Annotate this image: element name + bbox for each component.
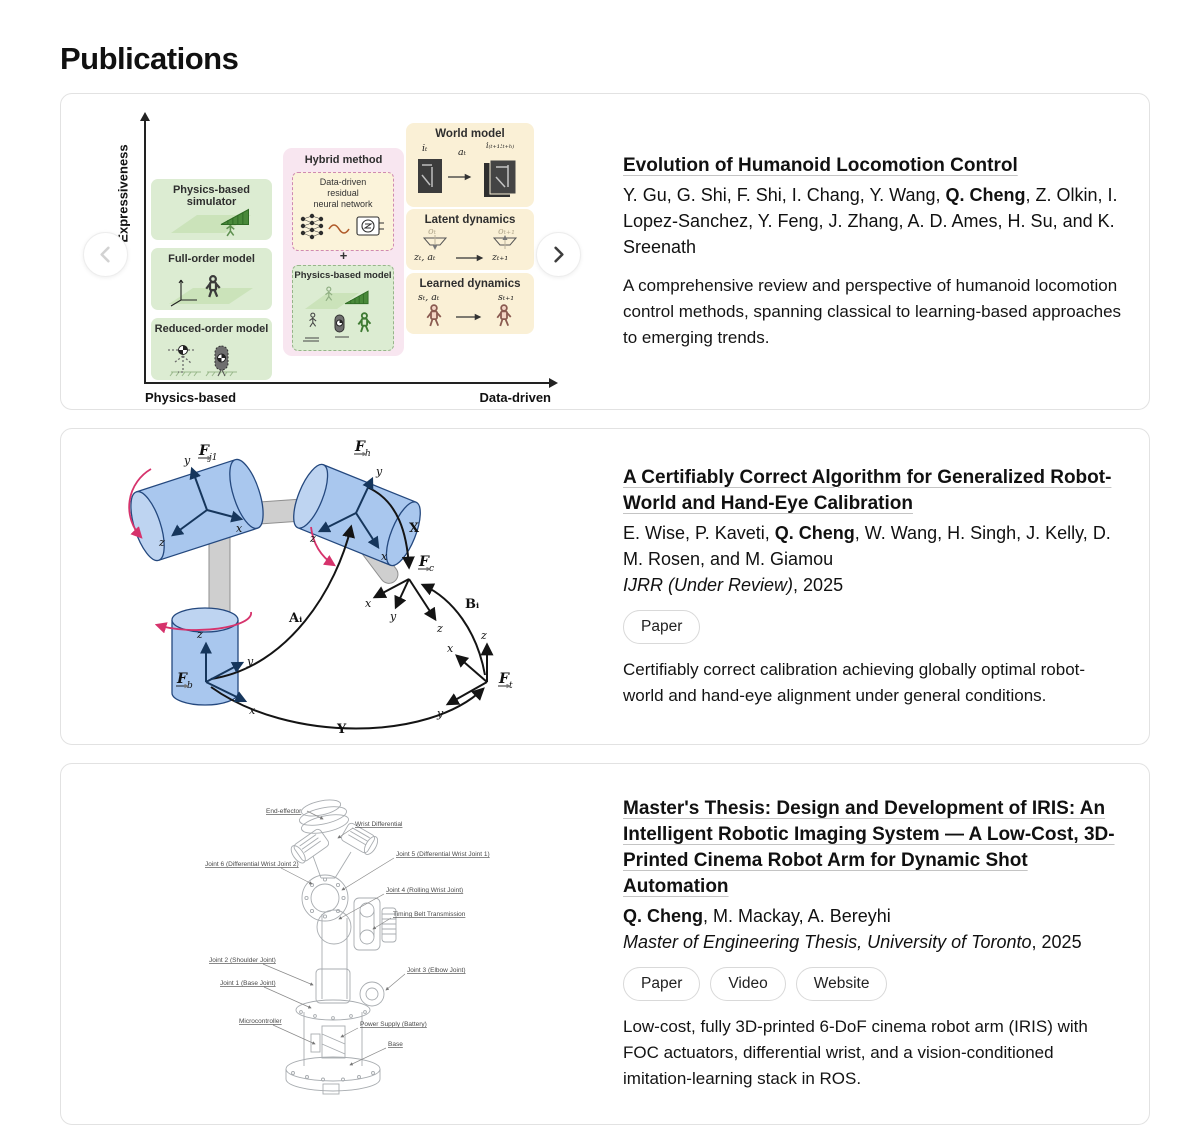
page-title: Publications [60, 40, 239, 76]
plus-sign: + [339, 248, 348, 263]
nn-label-line: neural network [313, 199, 373, 209]
venue-year: , 2025 [793, 574, 844, 595]
box-world-model [406, 123, 534, 207]
publication-title-link[interactable]: A Certifiably Correct Algorithm for Generalized Robot-World and Hand-Eye Calibration [623, 466, 1112, 514]
publication-description: Certifiably correct calibration achieving globally optimal robot-world and hand-eye alignment under general conditions. [623, 659, 1086, 705]
carousel-next-button[interactable] [536, 232, 581, 277]
svg-text:Joint 4 (Rolling Wrist Joint): Joint 4 (Rolling Wrist Joint) [386, 887, 464, 894]
svg-text:z: z [437, 622, 443, 635]
x-axis-arrow-icon [549, 378, 563, 388]
nn-label-line: Data-driven [319, 177, 367, 187]
learned-robots-art [414, 303, 526, 331]
box-physics-based-simulator [151, 179, 272, 240]
svg-text:F: F [499, 671, 509, 687]
svg-text:y: y [376, 465, 383, 478]
box-physics-based-model [292, 265, 394, 351]
svg-text:z: z [481, 629, 487, 642]
authors-post: , W. Wang, H. Singh, J. Kelly, D. M. Rosen, and M. Giamou [623, 522, 1111, 569]
publication-links [623, 967, 1123, 1001]
math-z-t: zₜ, aₜ [414, 252, 436, 263]
latent-funnels-art [416, 235, 524, 251]
physics-model-art [297, 281, 389, 343]
box-title: Learned dynamics [419, 278, 521, 290]
y-axis-arrow-icon [140, 107, 150, 121]
chevron-left-icon [84, 232, 127, 277]
simulator-art [163, 199, 260, 237]
svg-text:Joint 3 (Elbow Joint): Joint 3 (Elbow Joint) [407, 967, 466, 974]
video-link-button[interactable]: Video [710, 967, 785, 1001]
publication-card [60, 428, 1150, 745]
svg-text:Timing Belt Transmission: Timing Belt Transmission [393, 911, 466, 918]
publication-authors [623, 520, 1123, 572]
nn-label-line: residual [327, 188, 359, 198]
authors-highlight: Q. Cheng [623, 906, 703, 926]
x-axis-label-right: Data-driven [479, 390, 551, 405]
math-z-t1: zₜ₊₁ [492, 252, 509, 263]
publication-info [623, 465, 1123, 709]
svg-text:x: x [249, 704, 256, 717]
publication-title-link[interactable]: Evolution of Humanoid Locomotion Control [623, 154, 1018, 176]
svg-text:Wrist Differential: Wrist Differential [355, 821, 403, 828]
authors-post: , Z. Olkin, I. Lopez-Sanchez, Y. Feng, J. Zhang, A. D. Ames, H. Su, and K. Sreenath [623, 184, 1118, 257]
venue-year: , 2025 [1031, 932, 1082, 952]
venue-name: IJRR (Under Review) [623, 574, 794, 595]
reduced-order-art [163, 338, 260, 378]
publication-description: Low-cost, fully 3D-printed 6-DoF cinema robot arm (IRIS) with FOC actuators, differential wrist, and a vision-conditioned imitation-learning stack in ROS. [623, 1017, 1088, 1088]
svg-text:End-effector: End-effector [266, 808, 302, 815]
box-full-order-model [151, 248, 272, 310]
box-learned-dynamics [406, 273, 534, 334]
publication-info [623, 153, 1123, 351]
nn-motor-art [297, 211, 389, 241]
box-title: Full-order model [168, 253, 255, 265]
svg-text:x: x [447, 642, 454, 655]
chevron-right-icon [537, 232, 580, 277]
x-axis-label-left: Physics-based [145, 390, 237, 405]
publication-venue [623, 929, 1123, 955]
svg-text:Y: Y [337, 722, 347, 737]
svg-text:Aᵢ: Aᵢ [289, 611, 303, 626]
box-title: Reduced-order model [154, 323, 269, 335]
figure-iris-robot-drawing [61, 764, 621, 1124]
authors-post: , M. Mackay, A. Bereyhi [703, 906, 891, 926]
world-model-art [414, 155, 526, 201]
svg-text:F: F [419, 554, 429, 570]
publication-card [60, 763, 1150, 1125]
math-i-t1-th: i₍ₜ₊₁:ₜ₊ₕ₎ [486, 141, 515, 150]
svg-text:y: y [390, 610, 397, 623]
authors-pre: E. Wise, P. Kaveti, [623, 522, 775, 543]
svg-text:z: z [310, 532, 316, 545]
svg-text:Base: Base [388, 1041, 403, 1048]
svg-text:F: F [199, 443, 209, 459]
math-o-t1: oₜ₊₁ [498, 226, 515, 237]
svg-text:b: b [187, 681, 193, 691]
authors-highlight: Q. Cheng [945, 184, 1026, 205]
svg-text:Joint 2 (Shoulder Joint): Joint 2 (Shoulder Joint) [209, 957, 276, 964]
box-data-driven-residual-nn [292, 172, 394, 251]
svg-text:Microcontroller: Microcontroller [239, 1018, 282, 1025]
svg-text:h: h [365, 449, 371, 459]
math-s-t1: sₜ₊₁ [498, 292, 515, 303]
x-axis-line [144, 382, 550, 384]
website-link-button[interactable]: Website [796, 967, 888, 1001]
svg-text:z: z [159, 536, 165, 549]
svg-text:Bᵢ: Bᵢ [465, 597, 480, 612]
latent-arrow [454, 253, 488, 263]
svg-text:y: y [184, 454, 191, 467]
svg-text:c: c [429, 564, 435, 574]
box-title: Physics-based model [294, 270, 392, 281]
publication-authors [623, 903, 1123, 929]
box-title: Latent dynamics [424, 214, 516, 226]
publication-links [623, 610, 1123, 644]
math-s-t: sₜ, aₜ [418, 292, 440, 303]
y-axis-line [144, 116, 146, 382]
full-order-art [163, 268, 260, 308]
publication-venue [623, 572, 1123, 598]
svg-text:y: y [437, 707, 444, 720]
svg-text:x: x [381, 550, 388, 563]
svg-text:F: F [177, 671, 187, 687]
box-reduced-order-model [151, 318, 272, 380]
svg-text:F: F [355, 439, 365, 455]
box-hybrid-method [283, 148, 404, 356]
svg-text:Power Supply (Battery): Power Supply (Battery) [360, 1021, 427, 1028]
math-o-t: oₜ [428, 226, 437, 237]
box-title: World model [435, 128, 505, 140]
authors-pre: Y. Gu, G. Shi, F. Shi, I. Chang, Y. Wang, [623, 184, 946, 205]
svg-text:X: X [409, 521, 420, 536]
svg-text:y: y [247, 655, 254, 668]
svg-text:t: t [509, 681, 513, 691]
box-title: Physics-based simulator [172, 184, 251, 208]
authors-highlight: Q. Cheng [774, 522, 855, 543]
svg-text:Joint 6 (Differential Wrist Jo: Joint 6 (Differential Wrist Joint 2) [205, 861, 299, 868]
publication-info [623, 796, 1123, 1092]
y-axis-label: Expressiveness [115, 144, 131, 243]
paper-link-button[interactable]: Paper [623, 967, 700, 1001]
svg-text:z: z [197, 628, 203, 641]
svg-text:Joint 5 (Differential Wrist Jo: Joint 5 (Differential Wrist Joint 1) [396, 851, 490, 858]
publication-authors [623, 182, 1123, 260]
svg-text:j1: j1 [209, 453, 218, 463]
math-a-t: aₜ [458, 147, 467, 158]
paper-link-button[interactable]: Paper [623, 610, 700, 644]
publication-card [60, 93, 1150, 410]
box-title: Hybrid method [304, 154, 383, 166]
svg-text:x: x [365, 597, 372, 610]
publication-description: A comprehensive review and perspective of humanoid locomotion control methods, spanning classical to learning-based approaches to emerging trends. [623, 275, 1122, 347]
publication-title-link[interactable]: Master's Thesis: Design and Development of IRIS: An Intelligent Robotic Imaging System — A Low-Cost, 3D-Printed Cinema Robot Arm for Dynamic Shot Automation [623, 798, 1115, 897]
carousel-prev-button[interactable] [83, 232, 128, 277]
robot-drawing [286, 797, 396, 1094]
box-latent-dynamics [406, 209, 534, 270]
svg-text:Joint 1 (Base Joint): Joint 1 (Base Joint) [220, 980, 276, 987]
math-i-t: iₜ [422, 143, 428, 154]
figure-robot-calibration [61, 429, 621, 744]
svg-text:x: x [236, 522, 243, 535]
venue-name: Master of Engineering Thesis, University of Toronto [623, 932, 1032, 952]
